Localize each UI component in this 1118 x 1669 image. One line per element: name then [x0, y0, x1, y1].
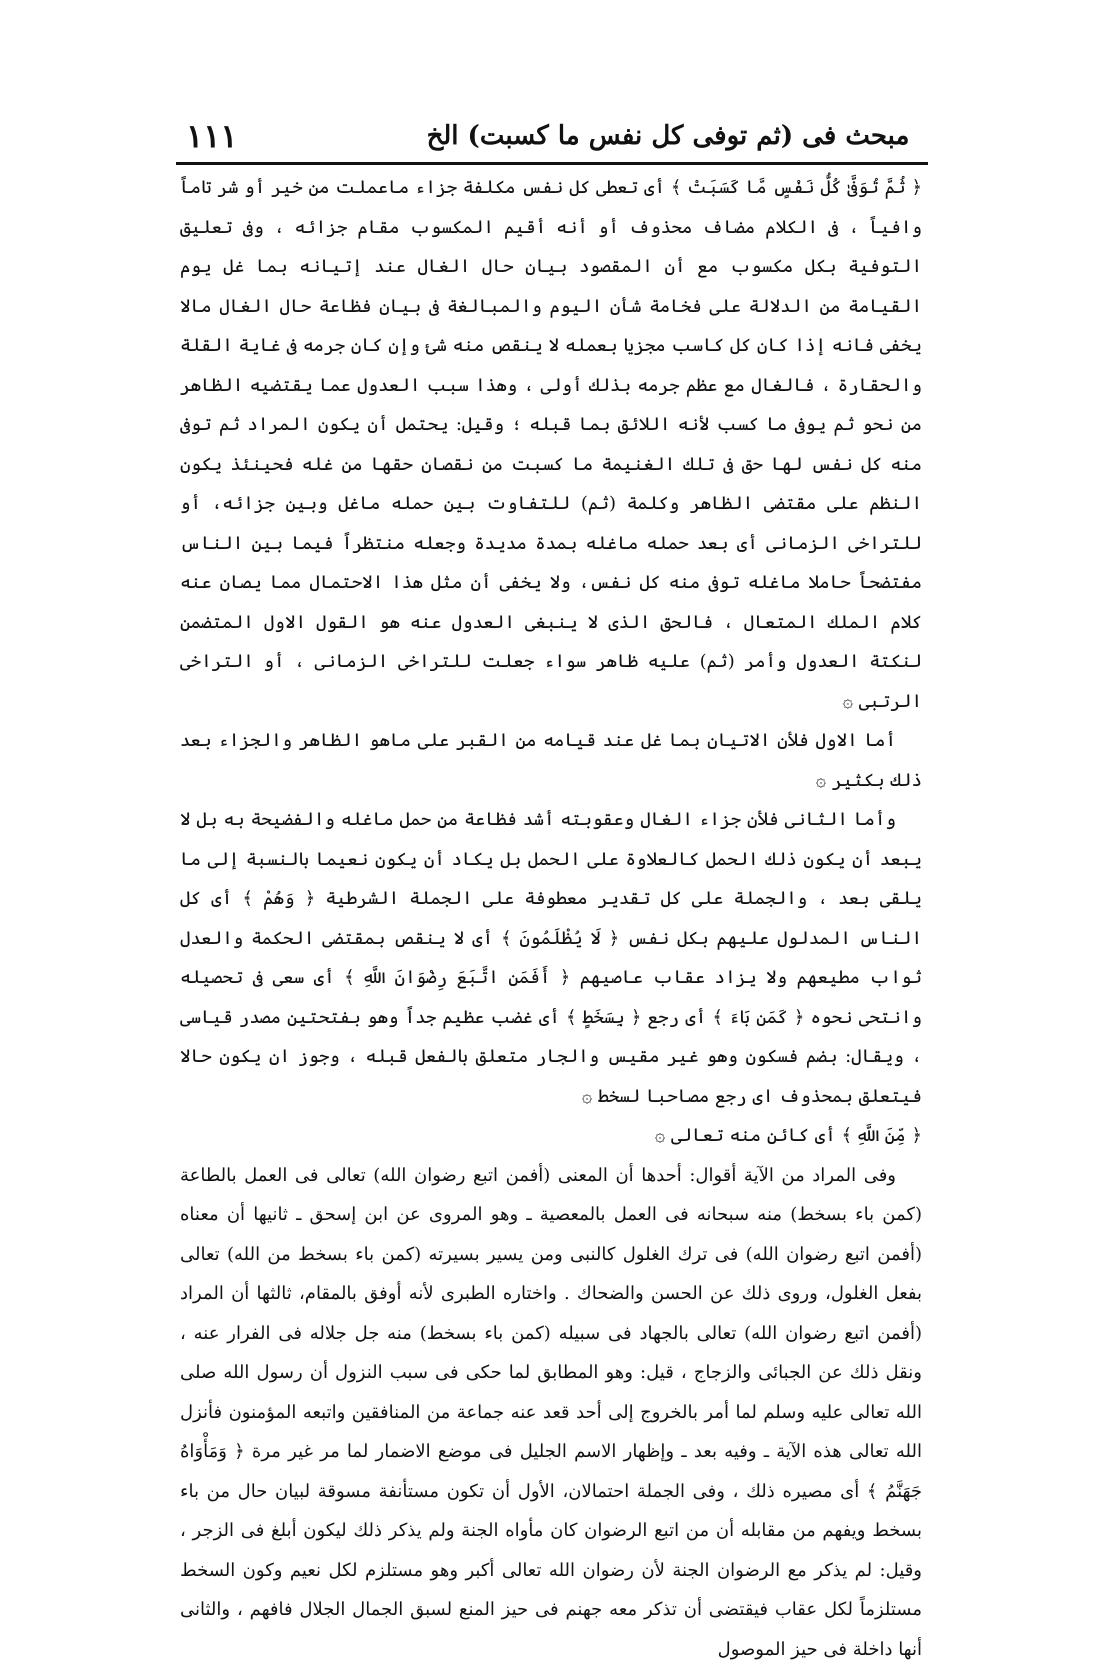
paragraph: وأما الثانى فلأن جزاء الغال وعقوبته أشد فظاعة من حمل ماغله والفضيحة به بل لا يبعد أن يكون ذلك الحمل كالعلاوة على الحمل بل يكاد أن يكون نعيما بالنسبة إلى ما يلقى بعد ، والجملة على كل تقدير معطوفة على الجملة الشرطية ﴿ وَهُمْ ﴾ أى كل الناس المدلول عليهم بكل نفس ﴿ لَا يُظْلَمُونَ ﴾ أى لا ينقص بمقتضى الحكمة والعدل ثواب مطيعهم ولا يزاد عقاب عاصيهم ﴿ أَفَمَنِ اتَّبَعَ رِضْوَانَ اللَّهِ ﴾ أى سعى فى تحصيله وانتحى نحوه ﴿ كَمَن بَاءَ ﴾ أى رجع ﴿ بِسَخَطٍ ﴾ أى غضب عظيم جداً وهو بفتحتين مصدر قياسى ، ويقال: بضم فسكون وهو غير مقيس والجار متعلق بالفعل قبله ، وجوز ان يكون حالا فيتعلق بمحذوف اى رجع مصاحبا لسخط ۞ — [180, 800, 922, 1116]
paragraph: ﴿ ثُمَّ تُوَفَّىٰ كُلُّ نَفْسٍ مَّا كَسَبَتْ ﴾ أى تعطى كل نفس مكلفة جزاء ماعملت من خير أو شر تاماً وافياً ، فى الكلام مضاف محذوف أو أنه أقيم المكسوب مقام جزائه ، وفى تعليق التوفية بكل مكسوب مع أن المقصود بيان حال الغال عند إتيانه بما غل يوم القيامة من الدلالة على فخامة شأن اليوم والمبالغة فى بيان فظاعة حال الغال مالا يخفى فانه إذا كان كل كاسب مجزيا بعمله لا ينقص منه شئ وإن كان جرمه فى غاية القلة والحقارة ، فالغال مع عظم جرمه بذلك أولى ، وهذا سبب العدول عما يقتضيه الظاهر من نحو ثم يوفى ما كسب لأنه اللائق بما قبله ؛ وقيل: يحتمل أن يكون المراد ثم توفى منه كل نفس لها حق فى تلك الغنيمة ما كسبت من نقصان حقها من غله فحينئذ يكون النظم على مقتضى الظاهر وكلمة (ثم) للتفاوت بين حمله ماغل وبين جزائه، أو للتراخى الزمانى أى بعد حمله ماغله بمدة مديدة وجعله منتظراً فيما بين الناس مفتضحاً حاملا ماغله توفى منه كل نفس، ولا يخفى أن مثل هذا الاحتمال مما يصان عنه كلام الملك المتعال ، فالحق الذى لا ينبغى العدول عنه هو القول الاول المتضمن لنكتة العدول وأمر (ثم) عليه ظاهر سواء جعلت للتراخى الزمانى ، أو التراخى الرتبى ۞ — [180, 168, 922, 721]
running-title: مبحث فى (ثم توفى كل نفس ما كسبت) الخ — [408, 121, 928, 151]
page-number: ١١١ — [186, 117, 238, 155]
body-text — [180, 168, 922, 1669]
page-header — [176, 115, 928, 165]
header-rule — [176, 162, 928, 165]
paragraph: ﴿ مِّنَ اللَّهِ ﴾ أى كائن منه تعالى ۞ — [180, 1116, 922, 1156]
paragraph: أما الاول فلأن الاتيان بما غل عند قيامه من القبر على ماهو الظاهر والجزاء بعد ذلك بكثير ۞ — [180, 721, 922, 800]
paragraph: وفى المراد من الآية أقوال: أحدها أن المعنى (أفمن اتبع رضوان الله) تعالى فى العمل بالطاعة (كمن باء بسخط) منه سبحانه فى العمل بالمعصية ـ وهو المروى عن ابن إسحق ـ ثانيها أن معناه (أفمن اتبع رضوان الله) فى ترك الغلول كالنبى ومن يسير بسيرته (كمن باء بسخط من الله) تعالى بفعل الغلول، وروى ذلك عن الحسن والضحاك . واختاره الطبرى لأنه أوفق بالمقام، ثالثها أن المراد (أفمن اتبع رضوان الله) تعالى بالجهاد فى سبيله (كمن باء بسخط) منه جل جلاله فى الفرار عنه ، ونقل ذلك عن الجبائى والزجاج ، قيل: وهو المطابق لما حكى فى سبب النزول أن رسول الله صلى الله تعالى عليه وسلم لما أمر بالخروج إلى أحد قعد عنه جماعة من المنافقين واتبعه المؤمنون فأنزل الله تعالى هذه الآية ـ وفيه بعد ـ وإظهار الاسم الجليل فى موضع الاضمار لما مر غير مرة ﴿ وَمَأْوَاهُ جَهَنَّمُ ﴾ أى مصيره ذلك ، وفى الجملة احتمالان، الأول أن تكون مستأنفة مسوقة لبيان حال من باء بسخط ويفهم من مقابله أن من اتبع الرضوان كان مأواه الجنة ولم يذكر ذلك ليكون أبلغ فى الزجر ، وقيل: لم يذكر مع الرضوان الجنة لأن رضوان الله تعالى أكبر وهو مستلزم لكل نعيم وكون السخط مستلزماً لكل عقاب فيقتضى أن تذكر معه جهنم فى حيز المنع لسبق الجمال الجلال فافهم ، والثانى أنها داخلة فى حيز الموصول — [180, 1156, 922, 1669]
